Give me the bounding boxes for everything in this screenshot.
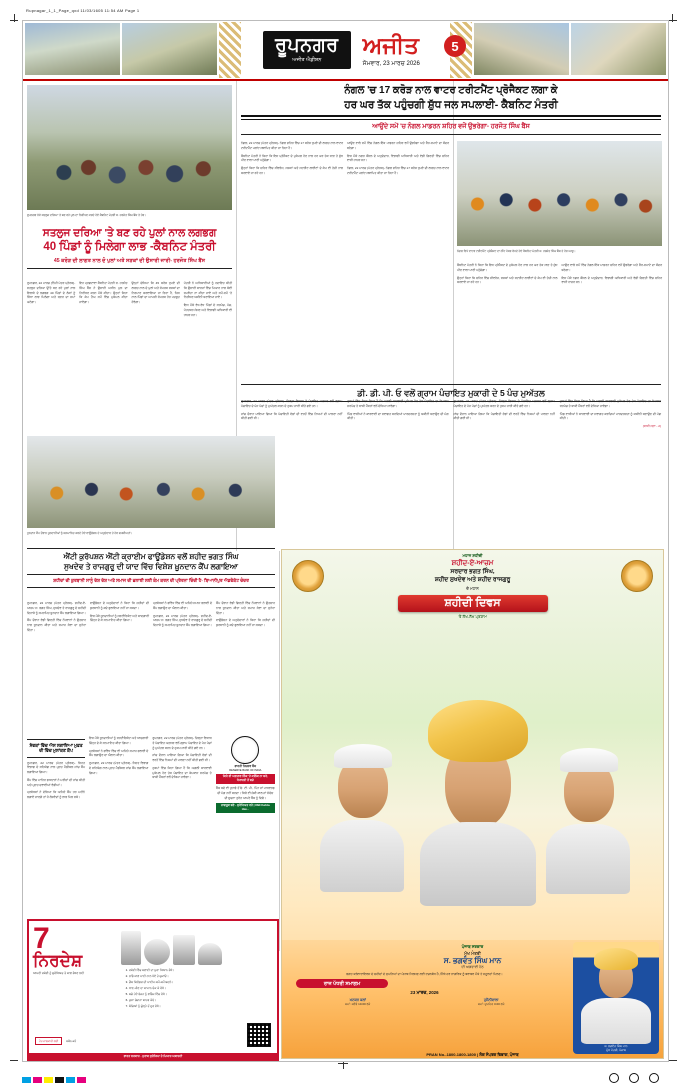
rbi-footer: ਜਾਗਰੂਕ ਬਣੋ - ਸੁਰੱਖਿਅਤ ਰਹੋ | RBI Kehta Hai... (216, 803, 275, 813)
filler-paragraph: ਹੁਕਮਾਂ ਵਿੱਚ ਕਿਹਾ ਗਿਆ ਹੈ ਕਿ ਅਗਲੀ ਕਾਰਵਾਈ ਮੁਕੰਮਲ ਹੋਣ ਤੱਕ ਪੰਚਾਇਤ ਦਾ ਕੰਮਕਾਜ ਸਰਪੰਚ ਤੇ ਬਾਕੀ ਮੈਂਬਰਾਂ ਵਲੋਂ ਦੇਖਿਆ ਜਾਵੇਗਾ। (152, 765, 212, 780)
list-item: 2. ਭਾਂਡੇ ਸਾਫ਼ ਪਾਣੀ ਨਾਲ ਧੋਵੋ ਤੇ ਸੁਕਾਓ। (129, 974, 273, 979)
story4-photo-caption: ਖ਼ੂਨਦਾਨ ਕੈਂਪ ਦੌਰਾਨ ਖ਼ੂਨਦਾਨੀਆਂ ਨੂੰ ਸਨਮਾਨਿਤ ਕਰਦੇ ਹੋਏ ਫਾਊਂਡੇਸ਼ਨ ਦੇ ਅਹੁਦੇਦਾਰ ਤੇ ਹੋਰ ਸ਼ਖ਼ਸੀਅਤਾਂ। (27, 531, 133, 535)
story3-paragraph: ਜਾਂਚ ਦੌਰਾਨ ਪਾਇਆ ਗਿਆ ਕਿ ਪੰਚਾਇਤੀ ਫੰਡਾਂ ਦੀ ਵਰਤੋਂ ਵਿੱਚ ਨਿਯਮਾਂ ਦੀ ਪਾਲਣਾ ਨਹੀਂ ਕੀਤੀ ਗਈ ਸੀ। (241, 411, 343, 421)
story5-headline: ਸੇਵਕਾਂ ਵਿੱਚ ਐਸ ਲਗਾਇਆ ਮੁਫ਼ਤ ਦੀ ਵਿੱਚ ਮੁਲਾਂਕਣ ਕੈਂਪ (29, 743, 83, 754)
story2-paragraph: ਕੈਬਨਿਟ ਮੰਤਰੀ ਨੇ ਕਿਹਾ ਕਿ ਇਸ ਪ੍ਰੋਜੈਕਟ ਦੇ ਮੁਕੰਮਲ ਹੋਣ ਨਾਲ ਹਰ ਘਰ ਤੱਕ ਸਾਫ਼ ਤੇ ਸ਼ੁੱਧ ਪੀਣ ਵਾਲਾ ਪਾਣੀ ਪਹੁੰਚੇਗਾ। (241, 153, 343, 163)
story4-paragraph: ਰੂਪਨਗਰ, 22 ਮਾਰਚ (ਪੱਤਰ ਪ੍ਰੇਰਕ)- ਸ਼ਹੀਦ-ਏ-ਆਜ਼ਮ ਸ. ਭਗਤ ਸਿੰਘ, ਸੁਖਦੇਵ ਤੇ ਰਾਜਗੁਰੂ ਦੇ ਸ਼ਹੀਦੀ ਦਿਹਾੜੇ ਨੂੰ ਸਮਰਪਿਤ ਖ਼ੂਨਦਾਨ ਕੈਂਪ ਲਗਾਇਆ ਗਿਆ। (27, 601, 86, 615)
list-item: 1. ਰਸੋਈ ਵਿੱਚ ਸਫ਼ਾਈ ਦਾ ਪੂਰਾ ਧਿਆਨ ਰੱਖੋ। (129, 968, 273, 973)
story5-paragraph: ਰੂਪਨਗਰ, 22 ਮਾਰਚ (ਪੱਤਰ ਪ੍ਰੇਰਕ)- ਸਿਹਤ ਵਿਭਾਗ ਦੇ ਸਹਿਯੋਗ ਨਾਲ ਮੁਫ਼ਤ ਮੈਡੀਕਲ ਜਾਂਚ ਕੈਂਪ ਲਗਾਇਆ ਗਿਆ। (27, 760, 85, 775)
venue-left-time: ਸਮਾਂ: ਸਵੇਰੇ 10.00 ਵਜੇ (345, 1002, 371, 1007)
shaheedi-diwas-poster (281, 549, 664, 1059)
edition-logo-text: ਰੂਪਨਗਰ (275, 35, 339, 56)
story2-paragraph: ਆਉਣ ਵਾਲੇ ਸਮੇਂ ਵਿੱਚ ਨੰਗਲ ਇੱਕ ਮਾਡਰਨ ਸ਼ਹਿਰ ਵਜੋਂ ਉਭਰੇਗਾ ਅਤੇ ਸੈਰ-ਸਪਾਟੇ ਦਾ ਕੇਂਦਰ ਬਣੇਗਾ। (347, 141, 449, 150)
masthead-photo-right-2 (571, 23, 666, 75)
cm-caption-name: ਸ. ਭਗਵੰਤ ਸਿੰਘ ਮਾਨ (604, 1044, 628, 1048)
story2-photo (457, 141, 662, 246)
chief-minister-photo (573, 942, 659, 1054)
poster-name-line-3: ਸ਼ਹੀਦ ਸੁਖਦੇਵ ਅਤੇ ਸ਼ਹੀਦ ਰਾਜਗੁਰੂ (434, 576, 511, 583)
story3-headline: ਡੀ. ਡੀ. ਪੀ. ਓ ਵਲੋਂ ਗ੍ਰਾਮ ਪੰਚਾਇਤ ਮੁਕਾਰੀ ਦੇ 5 ਪੰਚ ਮੁਅੱਤਲ (357, 388, 545, 398)
edition-logo (263, 31, 350, 69)
story4-paragraph: ਕੈਂਪ ਦੌਰਾਨ ਵੱਡੀ ਗਿਣਤੀ ਵਿੱਚ ਨੌਜਵਾਨਾਂ ਨੇ ਉਤਸ਼ਾਹ ਨਾਲ ਖ਼ੂਨਦਾਨ ਕੀਤਾ ਅਤੇ ਸਮਾਜ ਸੇਵਾ ਦਾ ਸੁਨੇਹਾ ਦਿੱਤਾ। (27, 618, 86, 632)
newspaper-title (355, 31, 428, 67)
poster-band-sub: 'ਤੇ ਲੱਖ-ਲੱਖ ਪ੍ਰਣਾਮ (458, 614, 487, 620)
story2-body-right (457, 263, 662, 378)
story3-body (241, 399, 661, 544)
lead-photo (27, 85, 232, 210)
story4-headline-line2: ਸੁਖਦੇਵ ਤੇ ਰਾਜਗੁਰੂ ਦੀ ਯਾਦ ਵਿੱਚ ਵਿਸ਼ੇਸ਼ ਖ਼ੂਨਦਾਨ ਕੈਂਪ ਲਗਾਇਆ (63, 562, 239, 572)
poster-name-line-2: ਸਰਦਾਰ ਭਗਤ ਸਿੰਘ, (450, 568, 495, 575)
masthead (23, 21, 668, 81)
masthead-photo-left-1 (25, 23, 120, 75)
list-item: 7. ਬੱਚਿਆਂ ਨੂੰ ਚੁੱਲ੍ਹੇ ਤੋਂ ਦੂਰ ਰੱਖੋ। (129, 1004, 273, 1009)
story2-paragraph: ਨੰਗਲ, 22 ਮਾਰਚ (ਪੱਤਰ ਪ੍ਰੇਰਕ)- ਨੰਗਲ ਸ਼ਹਿਰ ਵਿੱਚ 17 ਕਰੋੜ ਰੁਪਏ ਦੀ ਲਾਗਤ ਨਾਲ ਵਾਟਰ ਟਰੀਟਮੈਂਟ ਪਲਾਂਟ ਸਥਾਪਿਤ ਕੀਤਾ ਜਾ ਰਿਹਾ ਹੈ। (241, 141, 343, 150)
poster-dedication: ਦੇ ਮਹਾਨ (466, 586, 479, 592)
story5-paragraph: ਕੈਂਪ ਵਿੱਚ ਮਾਹਿਰ ਡਾਕਟਰਾਂ ਨੇ ਮਰੀਜ਼ਾਂ ਦੀ ਜਾਂਚ ਕੀਤੀ ਅਤੇ ਮੁਫ਼ਤ ਦਵਾਈਆਂ ਵੰਡੀਆਂ। (27, 777, 85, 787)
ad-tag-left: ਹੋਰ ਜਾਣਕਾਰੀ ਲਈ (35, 1037, 62, 1045)
story3-paragraph: ਰੂਪਨਗਰ, 22 ਮਾਰਚ (ਪੱਤਰ ਪ੍ਰੇਰਕ)- ਜ਼ਿਲ੍ਹਾ ਵਿਕਾਸ ਤੇ ਪੰਚਾਇਤ ਅਫ਼ਸਰ ਵਲੋਂ ਗ੍ਰਾਮ ਪੰਚਾਇਤ ਦੇ ਪੰਜ ਪੰਚਾਂ ਨੂੰ ਮੁਅੱਤਲ ਕਰਨ ਦੇ ਹੁਕਮ ਜਾਰੀ ਕੀਤੇ ਗਏ ਹਨ। (453, 399, 555, 408)
story4-paragraph: ਫਾਊਂਡੇਸ਼ਨ ਦੇ ਅਹੁਦੇਦਾਰਾਂ ਨੇ ਕਿਹਾ ਕਿ ਸ਼ਹੀਦਾਂ ਦੀ ਕੁਰਬਾਨੀ ਨੂੰ ਕਦੇ ਭੁਲਾਇਆ ਨਹੀਂ ਜਾ ਸਕਦਾ। (90, 601, 149, 610)
freedom-emblem-icon (621, 560, 653, 592)
rbi-body: ਬੈਂਕ ਕਦੇ ਵੀ ਤੁਹਾਡੇ ਤੋਂ ਓ. ਟੀ. ਪੀ., ਪਿੰਨ ਜਾਂ ਪਾਸਵਰਡ ਦੀ ਮੰਗ ਨਹੀਂ ਕਰਦਾ। ਕਿਸੇ ਵੀ ਸ਼ੱਕੀ ਕਾਲ ਜਾਂ ਸੰਦੇਸ਼ ਦੀ ਸੂਚਨਾ ਤੁਰੰਤ ਆਪਣੇ ਬੈਂਕ ਨੂੰ ਦਿਓ। (216, 786, 275, 800)
lead-paragraph: ਇਹ ਪ੍ਰਗਟਾਵਾ ਕੈਬਨਿਟ ਮੰਤਰੀ ਸ. ਹਰਜੋਤ ਸਿੰਘ ਬੈਂਸ ਨੇ ਉਸਾਰੀ ਅਧੀਨ ਪੁਲ ਦਾ ਨਿਰੀਖਣ ਕਰਨ ਮੌਕੇ ਕੀਤਾ। ਉਨ੍ਹਾਂ ਕਿਹਾ ਕਿ ਕੰਮ ਤੈਅ ਸਮੇਂ ਵਿੱਚ ਮੁਕੰਮਲ ਕੀਤਾ ਜਾਵੇਗਾ। (79, 281, 128, 305)
story2-paragraph: ਉਨ੍ਹਾਂ ਕਿਹਾ ਕਿ ਸ਼ਹਿਰ ਵਿੱਚ ਸੀਵਰੇਜ, ਸੜਕਾਂ ਅਤੇ ਸਟਰੀਟ ਲਾਈਟਾਂ ਦੇ ਕੰਮ ਵੀ ਤੇਜ਼ੀ ਨਾਲ ਕਰਵਾਏ ਜਾ ਰਹੇ ਹਨ। (457, 275, 558, 285)
rbi-logo-icon (231, 736, 259, 764)
story2-paragraph: ਉਨ੍ਹਾਂ ਕਿਹਾ ਕਿ ਸ਼ਹਿਰ ਵਿੱਚ ਸੀਵਰੇਜ, ਸੜਕਾਂ ਅਤੇ ਸਟਰੀਟ ਲਾਈਟਾਂ ਦੇ ਕੰਮ ਵੀ ਤੇਜ਼ੀ ਨਾਲ ਕਰਵਾਏ ਜਾ ਰਹੇ ਹਨ। (241, 166, 343, 175)
poster-band: ਸ਼ਹੀਦੀ ਦਿਵਸ (398, 595, 548, 612)
story2-headline-block (241, 85, 661, 138)
story2-paragraph: ਕੈਬਨਿਟ ਮੰਤਰੀ ਨੇ ਕਿਹਾ ਕਿ ਇਸ ਪ੍ਰੋਜੈਕਟ ਦੇ ਮੁਕੰਮਲ ਹੋਣ ਨਾਲ ਹਰ ਘਰ ਤੱਕ ਸਾਫ਼ ਤੇ ਸ਼ੁੱਧ ਪੀਣ ਵਾਲਾ ਪਾਣੀ ਪਹੁੰਚੇਗਾ। (457, 263, 558, 272)
martyr-sukhdev-portrait (316, 742, 408, 892)
story4-body (27, 601, 275, 731)
filler-paragraph: ਰੂਪਨਗਰ, 22 ਮਾਰਚ (ਪੱਤਰ ਪ੍ਰੇਰਕ)- ਸਿਹਤ ਵਿਭਾਗ ਦੇ ਸਹਿਯੋਗ ਨਾਲ ਮੁਫ਼ਤ ਮੈਡੀਕਲ ਜਾਂਚ ਕੈਂਪ ਲਗਾਇਆ ਗਿਆ। (89, 761, 149, 775)
story4-paragraph: ਰੂਪਨਗਰ, 22 ਮਾਰਚ (ਪੱਤਰ ਪ੍ਰੇਰਕ)- ਸ਼ਹੀਦ-ਏ-ਆਜ਼ਮ ਸ. ਭਗਤ ਸਿੰਘ, ਸੁਖਦੇਵ ਤੇ ਰਾਜਗੁਰੂ ਦੇ ਸ਼ਹੀਦੀ ਦਿਹਾੜੇ ਨੂੰ ਸਮਰਪਿਤ ਖ਼ੂਨਦਾਨ ਕੈਂਪ ਲਗਾਇਆ ਗਿਆ। (153, 613, 212, 628)
ad-directive-list (129, 968, 273, 1009)
issue-date: ਸੋਮਵਾਰ, 23 ਮਾਰਚ 2026 (362, 60, 420, 67)
left-lower-body (89, 736, 275, 911)
poster-helpline: PRAN No.-1800-1800-1800 | ਲੋਕ ਸੰਪਰਕ ਵਿਭਾਗ, ਪੰਜਾਬ (426, 1052, 519, 1057)
story2-subhead: ਆਉਂਦੇ ਸਮੇਂ 'ਚ ਨੰਗਲ ਮਾਡਰਨ ਸ਼ਹਿਰ ਵਜੋਂ ਉਭਰੇਗਾ- ਹਰਜੋਤ ਸਿੰਘ ਬੈਂਸ (372, 122, 530, 130)
masthead-center (219, 22, 472, 78)
masthead-ornament-left (219, 22, 241, 78)
story5-paragraph: ਪ੍ਰਬੰਧਕਾਂ ਨੇ ਦੱਸਿਆ ਕਿ ਅਜਿਹੇ ਕੈਂਪ ਹਰ ਮਹੀਨੇ ਲਗਾਏ ਜਾਣਗੇ ਤਾਂ ਜੋ ਲੋੜਵੰਦਾਂ ਨੂੰ ਲਾਭ ਮਿਲ ਸਕੇ। (27, 790, 85, 800)
filler-paragraph: ਪ੍ਰਬੰਧਕਾਂ ਨੇ ਭਵਿੱਖ ਵਿੱਚ ਵੀ ਅਜਿਹੇ ਸਮਾਜ ਭਲਾਈ ਦੇ ਕੈਂਪ ਲਗਾਉਣ ਦਾ ਐਲਾਨ ਕੀਤਾ। (89, 748, 149, 758)
venue-right-title: ਹੁਸੈਨੀਵਾਲਾ (483, 998, 499, 1003)
list-item: 4. ਖਾਣ-ਪੀਣ ਦਾ ਸਾਮਾਨ ਢੱਕ ਕੇ ਰੱਖੋ। (129, 986, 273, 991)
lead-headline-block (27, 227, 232, 272)
page-sheet (22, 20, 669, 1062)
edition-logo-sub: ਅਜੀਤ ਐਡੀਸ਼ਨ (292, 57, 322, 63)
story2-headline-line2: ਹਰ ਘਰ ਤੱਕ ਪਹੁੰਚਗੀ ਸ਼ੁੱਧ ਜਲ ਸਪਲਾਈ- ਕੈਬਨਿਟ ਮੰਤਰੀ (344, 99, 558, 111)
story3-paragraph: ਰੂਪਨਗਰ, 22 ਮਾਰਚ (ਪੱਤਰ ਪ੍ਰੇਰਕ)- ਜ਼ਿਲ੍ਹਾ ਵਿਕਾਸ ਤੇ ਪੰਚਾਇਤ ਅਫ਼ਸਰ ਵਲੋਂ ਗ੍ਰਾਮ ਪੰਚਾਇਤ ਦੇ ਪੰਜ ਪੰਚਾਂ ਨੂੰ ਮੁਅੱਤਲ ਕਰਨ ਦੇ ਹੁਕਮ ਜਾਰੀ ਕੀਤੇ ਗਏ ਹਨ। (241, 399, 343, 408)
page-body (23, 81, 668, 1061)
lead-headline-line1: ਸਤਲੁਜ ਦਰਿਆ 'ਤੇ ਬਣ ਰਹੇ ਪੁਲਾਂ ਨਾਲ ਲਗਭਗ (42, 227, 217, 239)
ad-tag-right: ਸਕੈਨ ਕਰੋ (66, 1039, 77, 1043)
list-item: 6. ਕੂੜਾ ਰੋਜ਼ਾਨਾ ਬਾਹਰ ਕੱਢੋ। (129, 998, 273, 1003)
martyr-bhagat-singh-portrait (412, 700, 542, 905)
rbi-headline: ਕਿਸੇ ਵੀ ਅਣਜਾਣ ਲਿੰਕ 'ਤੇ ਕਲਿੱਕ ਨਾ ਕਰੋ, ਧੋਖਾਧੜੀ ਤੋਂ ਬਚੋ (216, 774, 275, 784)
newspaper-title-text: ਅਜੀਤ (362, 31, 420, 58)
venue-left-title: ਖਟਕੜ ਕਲਾਂ (349, 998, 366, 1003)
poster-minister-role: ਦੀ ਅਗਵਾਈ ਹੇਠ (461, 965, 484, 970)
story4-headline-block (27, 545, 275, 591)
story2-headline-line1: ਨੰਗਲ 'ਚ 17 ਕਰੋੜ ਨਾਲ ਵਾਟਰ ਟਰੀਟਮੈਂਟ ਪ੍ਰੋਜੈਕਟ ਲਗਾ ਕੇ (344, 85, 558, 96)
venue-right-time: ਸਮਾਂ: ਦੁਪਹਿਰ 3.00 ਵਜੇ (478, 1002, 505, 1007)
list-item: 5. ਬਚੇ ਹੋਏ ਭੋਜਨ ਨੂੰ ਫਰਿੱਜ ਵਿੱਚ ਰੱਖੋ। (129, 992, 273, 997)
story4-paragraph: ਕੈਂਪ ਦੌਰਾਨ ਵੱਡੀ ਗਿਣਤੀ ਵਿੱਚ ਨੌਜਵਾਨਾਂ ਨੇ ਉਤਸ਼ਾਹ ਨਾਲ ਖ਼ੂਨਦਾਨ ਕੀਤਾ ਅਤੇ ਸਮਾਜ ਸੇਵਾ ਦਾ ਸੁਨੇਹਾ ਦਿੱਤਾ। (216, 601, 275, 615)
story4-kicker: ਸ਼ਹੀਦਾਂ ਦੀ ਕੁਰਬਾਨੀ ਸਾਨੂੰ ਦੇਸ਼ ਦੇਸ਼ ਅਤੇ ਸਮਾਜ ਦੀ ਭਲਾਈ ਲਈ ਕੰਮ ਕਰਨ ਦੀ ਪ੍ਰੇਰਨਾ ਦਿੰਦੀ ਹੈ- ਬਿਆਨੀਪੁਰ ਐਡਵੋਕੇਟ ਚੰਦਰ (53, 578, 249, 584)
poster-dept-label: ਮੁੱਖ ਮੰਤਰੀ (464, 951, 481, 956)
qr-code-icon[interactable] (247, 1023, 271, 1047)
story2-paragraph: ਨੰਗਲ, 22 ਮਾਰਚ (ਪੱਤਰ ਪ੍ਰੇਰਕ)- ਨੰਗਲ ਸ਼ਹਿਰ ਵਿੱਚ 17 ਕਰੋੜ ਰੁਪਏ ਦੀ ਲਾਗਤ ਨਾਲ ਵਾਟਰ ਟਰੀਟਮੈਂਟ ਪਲਾਂਟ ਸਥਾਪਿਤ ਕੀਤਾ ਜਾ ਰਿਹਾ ਹੈ। (347, 166, 449, 175)
story3-paragraph: ਜਾਂਚ ਦੌਰਾਨ ਪਾਇਆ ਗਿਆ ਕਿ ਪੰਚਾਇਤੀ ਫੰਡਾਂ ਦੀ ਵਰਤੋਂ ਵਿੱਚ ਨਿਯਮਾਂ ਦੀ ਪਾਲਣਾ ਨਹੀਂ ਕੀਤੀ ਗਈ ਸੀ। (453, 411, 555, 421)
martyr-rajguru-portrait (544, 746, 634, 894)
list-item: 3. ਗੈਸ ਸਿਲੰਡਰ ਦੀ ਪਾਈਪ ਸਮੇਂ-ਸਮੇਂ ਬਦਲੋ। (129, 980, 273, 985)
rbi-logo-sub: RESERVE BANK OF INDIA (229, 768, 262, 772)
poster-footer (282, 940, 663, 1058)
poster-date-value: 23 ਮਾਰਚ, 2026 (410, 990, 439, 996)
story3-paragraph: ਹੁਕਮਾਂ ਵਿੱਚ ਕਿਹਾ ਗਿਆ ਹੈ ਕਿ ਅਗਲੀ ਕਾਰਵਾਈ ਮੁਕੰਮਲ ਹੋਣ ਤੱਕ ਪੰਚਾਇਤ ਦਾ ਕੰਮਕਾਜ ਸਰਪੰਚ ਤੇ ਬਾਕੀ ਮੈਂਬਰਾਂ ਵਲੋਂ ਦੇਖਿਆ ਜਾਵੇਗਾ। (559, 399, 661, 408)
story2-paragraph: ਇਸ ਮੌਕੇ ਨਗਰ ਕੌਂਸਲ ਦੇ ਅਹੁਦੇਦਾਰ, ਵਿਭਾਗੀ ਅਧਿਕਾਰੀ ਅਤੇ ਵੱਡੀ ਗਿਣਤੀ ਵਿੱਚ ਸ਼ਹਿਰ ਵਾਸੀ ਹਾਜ਼ਰ ਸਨ। (561, 275, 662, 285)
story2-paragraph: ਇਸ ਮੌਕੇ ਨਗਰ ਕੌਂਸਲ ਦੇ ਅਹੁਦੇਦਾਰ, ਵਿਭਾਗੀ ਅਧਿਕਾਰੀ ਅਤੇ ਵੱਡੀ ਗਿਣਤੀ ਵਿੱਚ ਸ਼ਹਿਰ ਵਾਸੀ ਹਾਜ਼ਰ ਸਨ। (347, 153, 449, 163)
poster-gov-line: ਪੰਜਾਬ ਸਰਕਾਰ (461, 944, 484, 949)
story4-headline-line1: ਐਂਟੀ ਕੁਰੱਪਸ਼ਨ ਐਂਟੀ ਕ੍ਰਾਈਮ ਫਾਊਂਡੇਸ਼ਨ ਵਲੋਂ ਸ਼ਹੀਦ ਭਗਤ ਸਿੰਘ (63, 552, 239, 561)
story3-paragraph: ਹੁਕਮਾਂ ਵਿੱਚ ਕਿਹਾ ਗਿਆ ਹੈ ਕਿ ਅਗਲੀ ਕਾਰਵਾਈ ਮੁਕੰਮਲ ਹੋਣ ਤੱਕ ਪੰਚਾਇਤ ਦਾ ਕੰਮਕਾਜ ਸਰਪੰਚ ਤੇ ਬਾਕੀ ਮੈਂਬਰਾਂ ਵਲੋਂ ਦੇਖਿਆ ਜਾਵੇਗਾ। (347, 399, 449, 408)
story4-paragraph: ਫਾਊਂਡੇਸ਼ਨ ਦੇ ਅਹੁਦੇਦਾਰਾਂ ਨੇ ਕਿਹਾ ਕਿ ਸ਼ਹੀਦਾਂ ਦੀ ਕੁਰਬਾਨੀ ਨੂੰ ਕਦੇ ਭੁਲਾਇਆ ਨਹੀਂ ਜਾ ਸਕਦਾ। (216, 618, 275, 628)
lead-body (27, 281, 232, 431)
ad-product-images (121, 925, 273, 965)
lead-kicker: 45 ਕਰੋੜ ਦੀ ਲਾਗਤ ਨਾਲ ਦੋ ਪੁਲਾਂ ਅਤੇ ਸੜਕਾਂ ਦੀ ਉਸਾਰੀ ਜਾਰੀ- ਹਰਜੋਤ ਸਿੰਘ ਬੈਂਸ (53, 257, 206, 264)
color-registration-bar (22, 1077, 86, 1083)
filler-paragraph: ਇਸ ਮੌਕੇ ਖ਼ੂਨਦਾਨੀਆਂ ਨੂੰ ਸਰਟੀਫਿਕੇਟ ਅਤੇ ਯਾਦਗਾਰੀ ਚਿੰਨ੍ਹ ਦੇ ਕੇ ਸਨਮਾਨਿਤ ਕੀਤਾ ਗਿਆ। (89, 736, 149, 745)
story2-photo-caption: ਨੰਗਲ ਵਿਖੇ ਵਾਟਰ ਟਰੀਟਮੈਂਟ ਪ੍ਰੋਜੈਕਟ ਦਾ ਨੀਂਹ ਪੱਥਰ ਰੱਖਦੇ ਹੋਏ ਕੈਬਨਿਟ ਮੰਤਰੀ ਸ. ਹਰਜੋਤ ਸਿੰਘ ਬੈਂਸ ਤੇ ਹੋਰ ਆਗੂ। (457, 249, 576, 253)
punjab-emblem-icon (292, 560, 324, 592)
story5-block (27, 736, 85, 803)
story2-paragraph: ਆਉਣ ਵਾਲੇ ਸਮੇਂ ਵਿੱਚ ਨੰਗਲ ਇੱਕ ਮਾਡਰਨ ਸ਼ਹਿਰ ਵਜੋਂ ਉਭਰੇਗਾ ਅਤੇ ਸੈਰ-ਸਪਾਟੇ ਦਾ ਕੇਂਦਰ ਬਣੇਗਾ। (561, 263, 662, 272)
poster-message: ਭਗਤ ਕਰੋਨਾਵਾਇਰਸ ਦੇ ਸ਼ਹੀਦਾਂ ਦੇ ਸੁਪਨਿਆਂ ਦਾ ਪੰਜਾਬ ਸਿਰਜਣ ਲਈ ਵਚਨਬੱਧ ਹੈ, ਜਿੱਥੇ ਹਰ ਨਾਗਰਿਕ ਨੂੰ ਬਰਾਬਰ ਮੌਕੇ ਤੇ ਸਹੂਲਤਾਂ ਮਿਲਣ। (346, 972, 503, 977)
story3-jumpline: (ਬਾਕੀ ਸਫ਼ਾ - 2) (642, 424, 661, 429)
masthead-photo-right-1 (474, 23, 569, 75)
page-number-badge: 5 (444, 35, 466, 57)
filler-paragraph: ਜਾਂਚ ਦੌਰਾਨ ਪਾਇਆ ਗਿਆ ਕਿ ਪੰਚਾਇਤੀ ਫੰਡਾਂ ਦੀ ਵਰਤੋਂ ਵਿੱਚ ਨਿਯਮਾਂ ਦੀ ਪਾਲਣਾ ਨਹੀਂ ਕੀਤੀ ਗਈ ਸੀ। (152, 753, 212, 763)
poster-name-line-1: ਸ਼ਹੀਦ-ਏ-ਆਜ਼ਮ (451, 560, 494, 567)
registration-marks (609, 1073, 659, 1083)
lead-paragraph: ਰੂਪਨਗਰ, 22 ਮਾਰਚ (ਨਿੱਜੀ ਪੱਤਰ ਪ੍ਰੇਰਕ)- ਸਤਲੁਜ ਦਰਿਆ ਉੱਤੇ ਬਣ ਰਹੇ ਪੁਲਾਂ ਨਾਲ ਇਲਾਕੇ ਦੇ ਲਗਭਗ 40 ਪਿੰਡਾਂ ਦੇ ਲੋਕਾਂ ਨੂੰ ਸਿੱਧਾ ਲਾਭ ਮਿਲੇਗਾ ਅਤੇ ਸਫ਼ਰ ਦਾ ਸਮਾਂ ਘਟੇਗਾ। (27, 281, 76, 305)
column-rule-3 (279, 551, 280, 951)
poster-event-pill: ਰਾਜ ਪੱਧਰੀ ਸਮਾਗਮ (296, 979, 388, 988)
lead-paragraph: ਉਨ੍ਹਾਂ ਦੱਸਿਆ ਕਿ 45 ਕਰੋੜ ਰੁਪਏ ਦੀ ਲਾਗਤ ਨਾਲ ਦੋ ਪੁਲਾਂ ਅਤੇ ਸੰਪਰਕ ਸੜਕਾਂ ਦਾ ਨਿਰਮਾਣ ਕਰਵਾਇਆ ਜਾ ਰਿਹਾ ਹੈ, ਜਿਸ ਨਾਲ ਪਿੰਡਾਂ ਦਾ ਆਪਸੀ ਸੰਪਰਕ ਹੋਰ ਮਜ਼ਬੂਤ ਹੋਵੇਗਾ। (131, 281, 180, 305)
story3-paragraph: ਪਿੰਡ ਵਾਸੀਆਂ ਨੇ ਕਾਰਵਾਈ ਦਾ ਸਵਾਗਤ ਕਰਦਿਆਂ ਪਾਰਦਰਸ਼ਤਾ ਨੂੰ ਯਕੀਨੀ ਬਣਾਉਣ ਦੀ ਮੰਗ ਕੀਤੀ। (559, 411, 661, 421)
ad-kicker: ਆਪਣੀ ਰਸੋਈ ਨੂੰ ਸੁਰੱਖਿਅਤ ਤੇ ਸਾਫ਼ ਰੱਖਣ ਲਈ (33, 971, 84, 975)
lead-photo-caption: ਰੂਪਨਗਰ ਨੇੜੇ ਸਤਲੁਜ ਦਰਿਆ 'ਤੇ ਬਣ ਰਹੇ ਪੁਲ ਦਾ ਨਿਰੀਖਣ ਕਰਦੇ ਹੋਏ ਕੈਬਨਿਟ ਮੰਤਰੀ ਸ. ਹਰਜੋਤ ਸਿੰਘ ਬੈਂਸ ਤੇ ਹੋਰ। (27, 213, 147, 217)
poster-top-line: ਮਹਾਨ ਸ਼ਹੀਦੀ (462, 553, 483, 558)
ad-bottom-strip: ਭਾਰਤ ਸਰਕਾਰ - ਖ਼ੁਰਾਕ ਸੁਰੱਖਿਆ ਤੇ ਮਿਆਰ ਅਥਾਰਟੀ (29, 1053, 277, 1059)
cm-caption-role: ਮੁੱਖ ਮੰਤਰੀ, ਪੰਜਾਬ (606, 1048, 626, 1052)
poster-minister-name: ਸ. ਭਗਵੰਤ ਸਿੰਘ ਮਾਨ (443, 956, 502, 965)
printer-slug: Rupnagar_1_1_Page_qxd 11/03/1605 11:54 AM Page 1 (26, 8, 140, 13)
ad-title: ਨਿਰਦੇਸ਼ (33, 951, 83, 970)
lead-paragraph: ਇਸ ਮੌਕੇ ਵੱਖ-ਵੱਖ ਪਿੰਡਾਂ ਦੇ ਸਰਪੰਚ, ਪੰਚ, ਮੋਹਤਬਰ ਸੱਜਣ ਅਤੇ ਵਿਭਾਗੀ ਅਧਿਕਾਰੀ ਵੀ ਹਾਜ਼ਰ ਸਨ। (183, 303, 232, 317)
masthead-photo-left-2 (122, 23, 217, 75)
story4-paragraph: ਇਸ ਮੌਕੇ ਖ਼ੂਨਦਾਨੀਆਂ ਨੂੰ ਸਰਟੀਫਿਕੇਟ ਅਤੇ ਯਾਦਗਾਰੀ ਚਿੰਨ੍ਹ ਦੇ ਕੇ ਸਨਮਾਨਿਤ ਕੀਤਾ ਗਿਆ। (90, 613, 149, 623)
lead-paragraph: ਮੰਤਰੀ ਨੇ ਅਧਿਕਾਰੀਆਂ ਨੂੰ ਹਦਾਇਤ ਕੀਤੀ ਕਿ ਉਸਾਰੀ ਕਾਰਜਾਂ ਵਿੱਚ ਮਿਆਰ ਨਾਲ ਕੋਈ ਸਮਝੌਤਾ ਨਾ ਕੀਤਾ ਜਾਵੇ ਅਤੇ ਸਮੇਂ-ਸਮੇਂ 'ਤੇ ਨਿਰੀਖਣ ਯਕੀਨੀ ਬਣਾਇਆ ਜਾਵੇ। (183, 281, 232, 300)
rbi-ad (216, 736, 275, 813)
ad-big-number: 7 (33, 922, 50, 955)
story3-paragraph: ਪਿੰਡ ਵਾਸੀਆਂ ਨੇ ਕਾਰਵਾਈ ਦਾ ਸਵਾਗਤ ਕਰਦਿਆਂ ਪਾਰਦਰਸ਼ਤਾ ਨੂੰ ਯਕੀਨੀ ਬਣਾਉਣ ਦੀ ਮੰਗ ਕੀਤੀ। (347, 411, 449, 421)
lead-headline-line2: 40 ਪਿੰਡਾਂ ਨੂੰ ਮਿਲੇਗਾ ਲਾਭ -ਕੈਬਨਿਟ ਮੰਤਰੀ (43, 241, 216, 254)
story4-photo (27, 436, 275, 528)
rbi-logo-label: ਭਾਰਤੀ ਰਿਜ਼ਰਵ ਬੈਂਕ (234, 764, 257, 768)
seven-directives-ad (27, 919, 279, 1061)
filler-paragraph: ਰੂਪਨਗਰ, 22 ਮਾਰਚ (ਪੱਤਰ ਪ੍ਰੇਰਕ)- ਜ਼ਿਲ੍ਹਾ ਵਿਕਾਸ ਤੇ ਪੰਚਾਇਤ ਅਫ਼ਸਰ ਵਲੋਂ ਗ੍ਰਾਮ ਪੰਚਾਇਤ ਦੇ ਪੰਜ ਪੰਚਾਂ ਨੂੰ ਮੁਅੱਤਲ ਕਰਨ ਦੇ ਹੁਕਮ ਜਾਰੀ ਕੀਤੇ ਗਏ ਹਨ। (152, 736, 212, 750)
story4-paragraph: ਪ੍ਰਬੰਧਕਾਂ ਨੇ ਭਵਿੱਖ ਵਿੱਚ ਵੀ ਅਜਿਹੇ ਸਮਾਜ ਭਲਾਈ ਦੇ ਕੈਂਪ ਲਗਾਉਣ ਦਾ ਐਲਾਨ ਕੀਤਾ। (153, 601, 212, 610)
